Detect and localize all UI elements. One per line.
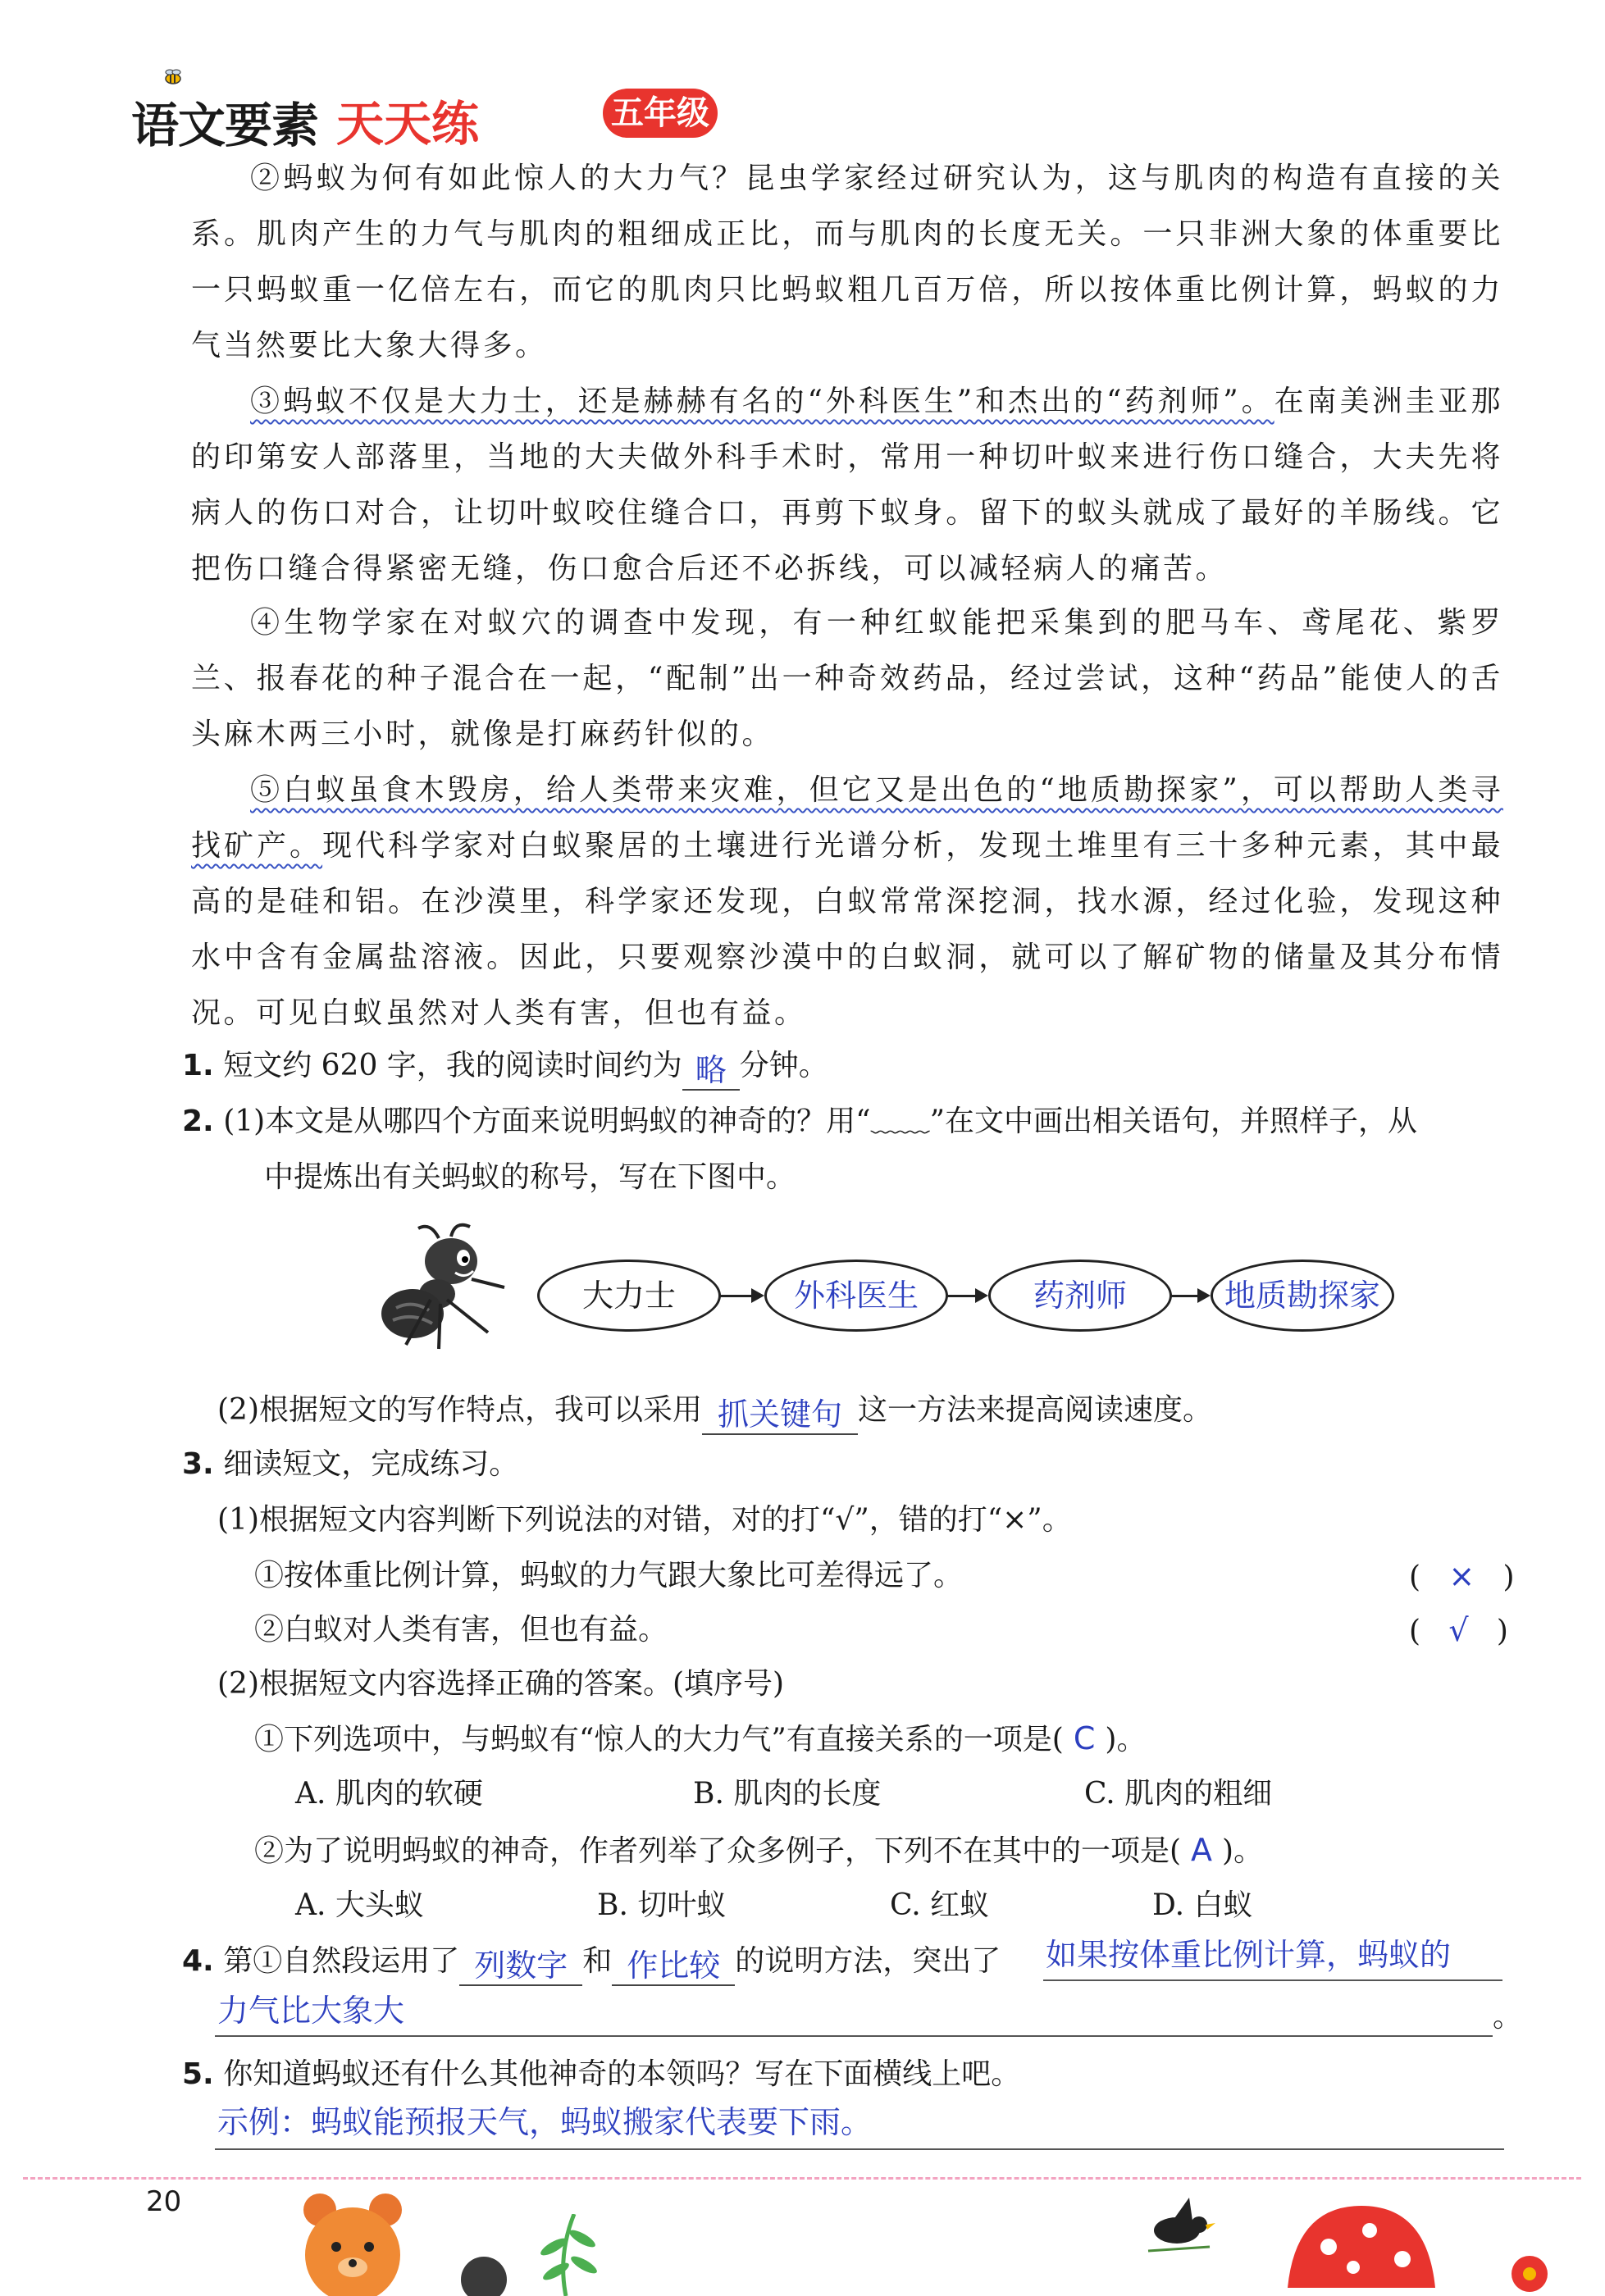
q3-judge-item-1: ①按体重比例计算，蚂蚁的力气跟大象比可差得远了。 — [254, 1559, 964, 1592]
q3-part-1: (1)根据短文内容判断下列说法的对错，对的打“√”，错的打“×”。 — [217, 1503, 1072, 1537]
answer-line — [215, 2035, 1493, 2037]
header-title-red: 天天练 — [336, 96, 480, 152]
flower-icon — [1505, 2251, 1554, 2296]
arrow-right-icon — [718, 1295, 761, 1297]
page-number: 20 — [146, 2185, 182, 2218]
mc2-option-c: C. 红蚁 — [890, 1888, 990, 1922]
question-2-part-2 — [217, 1386, 1212, 1435]
bear-icon — [295, 2185, 410, 2296]
paragraph-5 — [191, 763, 1503, 1041]
question-1 — [182, 1041, 828, 1091]
mc1-option-b: B. 肌肉的长度 — [693, 1777, 882, 1811]
mc1-question: ①下列选项中，与蚂蚁有“惊人的大力气”有直接关系的一项是( — [254, 1723, 1064, 1756]
diagram-node-2[interactable]: 外科医生 — [764, 1260, 948, 1332]
q3-mc-1 — [254, 1714, 1146, 1765]
mc1-option-c: C. 肌肉的粗细 — [1084, 1777, 1273, 1811]
question-4 — [182, 1937, 1001, 1986]
mc1-tail: )。 — [1105, 1723, 1147, 1756]
paragraph-3-rest: 在南美洲圭亚那的印第安人部落里，当地的大夫做外科手术时，常用一种切叶蚁来进行伤口缝合，大夫先将病人的伤口对合，让切叶蚁咬住缝合口，再剪下蚁身。留下的蚁头就成了最好的羊肠线。它把伤口缝合得紧密无缝，伤口愈合后还不必拆线，可以减轻病人的痛苦。 — [191, 385, 1503, 585]
q4-answer-3-line-1[interactable]: 如果按体重比例计算，蚂蚁的 — [1046, 1937, 1452, 1973]
grade-badge: 五年级 — [603, 89, 718, 138]
diagram-node-1: 大力士 — [537, 1260, 721, 1332]
diagram-node-3[interactable]: 药剂师 — [988, 1260, 1172, 1332]
question-number: 4. — [182, 1944, 214, 1978]
question-5-text: 你知道蚂蚁还有什么其他神奇的本领吗？写在下面横线上吧。 — [223, 2057, 1021, 2091]
paragraph-5-rest: 现代科学家对白蚁聚居的土壤进行光谱分析，发现土堆里有三十多种元素，其中最高的是硅和铝。在沙漠里，科学家还发现，白蚁常常深挖洞，找水源，经过化验，发现这种水中含有金属盐溶液。因此，只要观察沙漠中的白蚁洞，就可以了解矿物的储量及其分布情况。可见白蚁虽然对人类有害，但也有益。 — [191, 829, 1503, 1030]
mc2-answer[interactable]: A — [1191, 1832, 1213, 1868]
wavy-line-symbol: ﹏﹏ — [870, 1105, 930, 1138]
q4-text-2: 的说明方法，突出了 — [735, 1944, 1001, 1978]
diagram-node-4[interactable]: 地质勘探家 — [1211, 1260, 1394, 1332]
q2-part1-text-b: ”在文中画出相关语句，并照样子，从 — [929, 1105, 1418, 1138]
question-5 — [182, 2050, 1020, 2099]
paragraph-3 — [191, 374, 1503, 597]
question-1-text: 短文约 620 字，我的阅读时间约为 — [223, 1049, 682, 1082]
paragraph-2: ②蚂蚁为何有如此惊人的大力气？昆虫学家经过研究认为，这与肌肉的构造有直接的关系。肌肉产生的力气与肌肉的粗细成正比，而与肌肉的长度无关。一只非洲大象的体重要比一只蚂蚁重一亿倍左右，而它的肌肉只比蚂蚁粗几百万倍，所以按体重比例计算，蚂蚁的力气当然要比大象大得多。 — [191, 162, 1503, 362]
q2-part1-text-a: (1)本文是从哪四个方面来说明蚂蚁的神奇的？用“ — [223, 1105, 871, 1138]
q4-text: 第①自然段运用了 — [223, 1944, 460, 1978]
paragraph-4: ④生物学家在对蚁穴的调查中发现，有一种红蚁能把采集到的肥马车、鸢尾花、紫罗兰、报春花的种子混合在一起，“配制”出一种奇效药品，经过尝试，这种“药品”能使人的舌头麻木两三小时，就像是打麻药针似的。 — [191, 606, 1503, 751]
mc2-tail: )。 — [1222, 1834, 1264, 1868]
q3-part-2: (2)根据短文内容选择正确的答案。(填序号) — [217, 1667, 785, 1701]
header-title-black: 语文要素 — [131, 98, 319, 153]
underlined-sentence-3: ③蚂蚁不仅是大力士，还是赫赫有名的“外科医生”和杰出的“药剂师”。 — [250, 385, 1274, 418]
judge-answer: × — [1448, 1558, 1475, 1594]
q3-judge-answer-2[interactable]: ( √ ) — [1409, 1612, 1508, 1648]
bird-icon — [1132, 2194, 1222, 2259]
q4-answer-1[interactable]: 列数字 — [459, 1947, 582, 1986]
q3-mc-2 — [254, 1825, 1263, 1876]
answer-line — [1043, 1979, 1502, 1981]
question-number: 5. — [182, 2057, 214, 2091]
q4-period: 。 — [1493, 2000, 1523, 2034]
q1-answer[interactable]: 略 — [682, 1051, 740, 1091]
ant-illustration — [373, 1222, 517, 1353]
bee-icon — [162, 69, 184, 85]
mc1-option-a: A. 肌肉的软硬 — [295, 1777, 483, 1811]
question-number: 2. — [182, 1105, 214, 1138]
plant-icon — [459, 2214, 607, 2296]
q4-and: 和 — [582, 1944, 613, 1978]
q2-part2-text: (2)根据短文的写作特点，我可以采用 — [217, 1393, 702, 1427]
mushroom-icon — [1279, 2198, 1443, 2296]
q4-answer-3-line-2[interactable]: 力气比大象大 — [217, 1993, 405, 2029]
footer-divider — [23, 2177, 1581, 2180]
question-3 — [182, 1440, 518, 1489]
mc1-answer[interactable]: C — [1073, 1720, 1096, 1756]
question-number: 3. — [182, 1447, 214, 1481]
question-1-tail: 分钟。 — [739, 1049, 828, 1082]
q4-answer-2[interactable]: 作比较 — [612, 1947, 735, 1986]
mc2-option-b: B. 切叶蚁 — [597, 1888, 727, 1922]
q2-part1-line-2: 中提炼出有关蚂蚁的称号，写在下图中。 — [264, 1160, 796, 1194]
question-2-part-1 — [182, 1097, 1417, 1146]
mc2-option-d: D. 白蚁 — [1152, 1888, 1253, 1922]
arrow-right-icon — [946, 1295, 985, 1297]
arrow-right-icon — [1170, 1295, 1207, 1297]
q3-judge-item-2: ②白蚁对人类有害，但也有益。 — [254, 1613, 668, 1647]
q2-part2-tail: 这一方法来提高阅读速度。 — [858, 1393, 1213, 1427]
question-number: 1. — [182, 1049, 214, 1082]
q5-answer[interactable]: 示例：蚂蚁能预报天气，蚂蚁搬家代表要下雨。 — [217, 2104, 873, 2140]
underlined-sentence-5: ⑤白蚁虽食木毁房，给人类带来灾难，但它又是出色的“地质勘探家”，可以帮助人类寻找矿产。 — [191, 773, 1503, 863]
mc2-question: ②为了说明蚂蚁的神奇，作者列举了众多例子，下列不在其中的一项是( — [254, 1834, 1182, 1868]
question-3-title: 细读短文，完成练习。 — [223, 1447, 519, 1481]
q2-part2-answer[interactable]: 抓关键句 — [702, 1396, 858, 1435]
judge-answer: √ — [1448, 1612, 1469, 1648]
answer-line — [215, 2148, 1504, 2150]
mc2-option-a: A. 大头蚁 — [295, 1888, 424, 1922]
q3-judge-answer-1[interactable]: ( × ) — [1409, 1558, 1515, 1594]
